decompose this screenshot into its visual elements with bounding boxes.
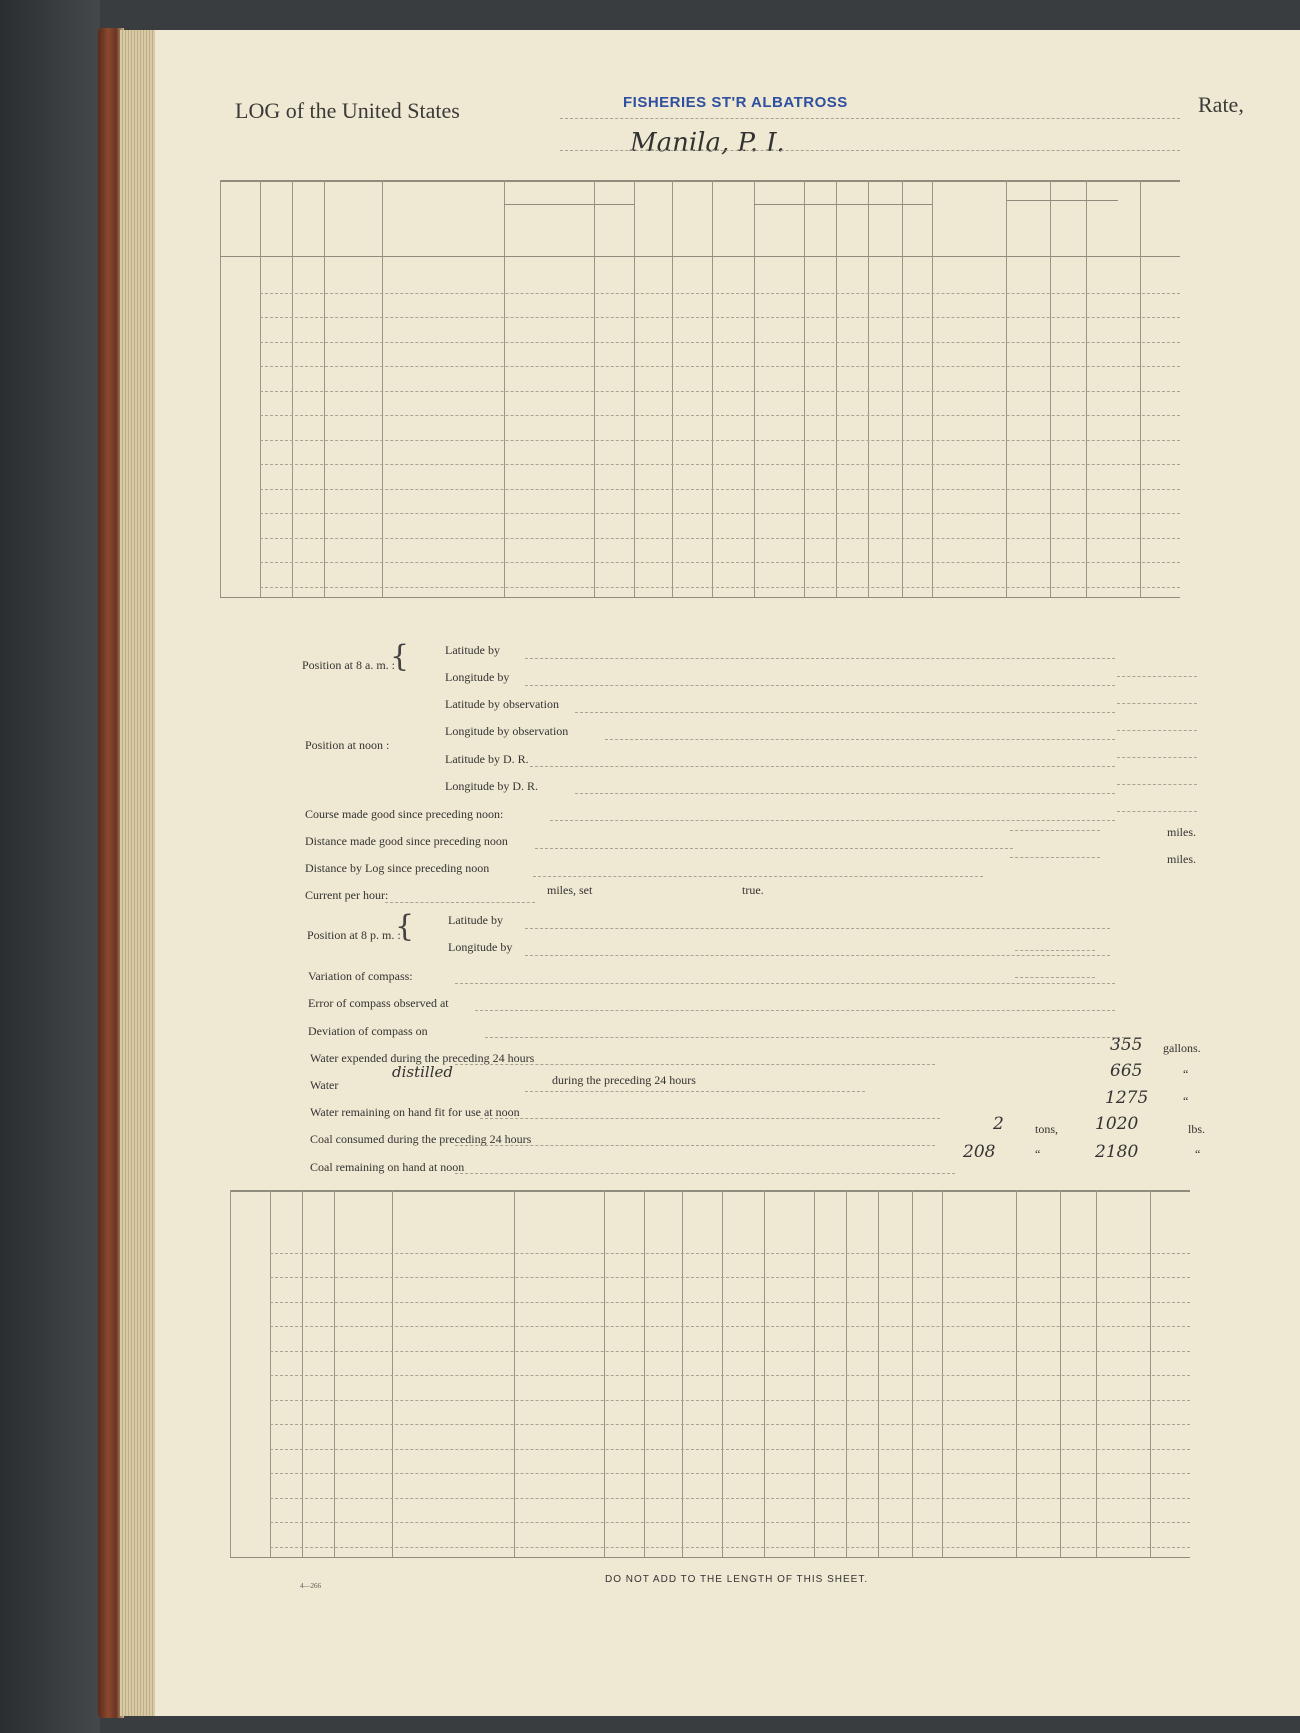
- position-noon-label: Position at noon :: [305, 738, 390, 752]
- column-divider: [1086, 180, 1087, 597]
- vessel-stamp: FISHERIES ST'R ALBATROSS: [623, 94, 848, 111]
- column-divider: [846, 1190, 847, 1557]
- row-rule: [260, 342, 1180, 343]
- column-divider: [604, 1190, 605, 1557]
- lat-by-8pm: Latitude by: [448, 913, 503, 927]
- row-rule: [270, 1473, 1190, 1474]
- distance-made-good: Distance made good since preceding noon: [305, 834, 508, 848]
- column-divider: [722, 1190, 723, 1557]
- location-rule: [560, 150, 1180, 151]
- background-left: [0, 0, 100, 1733]
- row-rule: [260, 415, 1180, 416]
- row-rule: [260, 293, 1180, 294]
- answer-rule: [1015, 950, 1095, 951]
- form-number: 4—266: [300, 1582, 321, 1590]
- column-divider: [1060, 1190, 1061, 1557]
- header-bottom-rule: [220, 256, 1180, 257]
- column-divider: [504, 180, 505, 597]
- row-rule: [260, 513, 1180, 514]
- column-divider: [1150, 1190, 1151, 1557]
- ditto-mark-4: “: [1195, 1147, 1201, 1161]
- column-divider: [324, 180, 325, 597]
- column-divider: [814, 1190, 815, 1557]
- leader-rule: [550, 820, 1115, 821]
- log-page: [155, 30, 1300, 1716]
- leader-rule: [525, 928, 1110, 929]
- coal-remaining-lbs: 2180: [1095, 1142, 1139, 1162]
- position-8pm-label: Position at 8 p. m. :: [307, 928, 401, 942]
- water-remaining-label: Water remaining on hand fit for use at noon: [310, 1105, 520, 1119]
- leader-rule: [455, 1173, 955, 1174]
- column-divider: [334, 1190, 335, 1557]
- water-distilled-value: 665: [1110, 1061, 1143, 1081]
- table-top-rule: [220, 180, 1180, 182]
- leader-rule: [485, 1037, 1125, 1038]
- ditto-mark-2: “: [1183, 1094, 1189, 1108]
- coal-remaining-tons: 208: [963, 1142, 996, 1162]
- row-rule: [270, 1253, 1190, 1254]
- coal-consumed-label: Coal consumed during the preceding 24 hours: [310, 1132, 532, 1146]
- clouds-group-rule: [1006, 200, 1118, 201]
- lon-obs: Longitude by observation: [445, 724, 569, 738]
- column-divider: [1050, 180, 1051, 597]
- row-rule: [270, 1400, 1190, 1401]
- leader-rule: [525, 658, 1115, 659]
- answer-rule: [1117, 703, 1197, 704]
- row-rule: [260, 440, 1180, 441]
- answer-rule: [1010, 857, 1100, 858]
- table-top-rule: [230, 1190, 1190, 1192]
- true-label: true.: [742, 883, 764, 897]
- lon-by-8am: Longitude by: [445, 670, 510, 684]
- column-divider: [260, 180, 261, 597]
- column-divider: [912, 1190, 913, 1557]
- lat-dr: Latitude by D. R.: [445, 752, 529, 766]
- row-rule: [260, 587, 1180, 588]
- leader-rule: [530, 766, 1115, 767]
- column-divider: [644, 1190, 645, 1557]
- column-divider: [302, 1190, 303, 1557]
- brace-8am: {: [390, 639, 410, 674]
- ditto-mark-3: “: [1035, 1147, 1041, 1161]
- column-divider: [682, 1190, 683, 1557]
- answer-rule: [1117, 784, 1197, 785]
- water-label: Water: [310, 1078, 339, 1092]
- leader-rule: [575, 793, 1115, 794]
- column-divider: [292, 180, 293, 597]
- answer-rule: [1010, 830, 1100, 831]
- log-title: LOG of the United States: [235, 98, 460, 123]
- answer-rule: [1117, 757, 1197, 758]
- row-rule: [260, 464, 1180, 465]
- column-divider: [230, 1190, 231, 1557]
- tons-label: tons,: [1035, 1122, 1059, 1136]
- row-rule: [260, 391, 1180, 392]
- row-rule: [270, 1522, 1190, 1523]
- water-remaining-value: 1275: [1105, 1088, 1149, 1108]
- answer-rule: [1117, 811, 1197, 812]
- page-edges: [120, 30, 160, 1716]
- row-rule: [270, 1547, 1190, 1548]
- deviation-compass: Deviation of compass on: [308, 1024, 428, 1038]
- leader-rule: [575, 712, 1115, 713]
- baro-temp-rule: [754, 204, 932, 205]
- column-divider: [634, 180, 635, 597]
- miles-set: miles, set: [547, 883, 593, 897]
- table-bottom-rule: [230, 1557, 1190, 1558]
- title-rule: [560, 118, 1180, 119]
- column-divider: [942, 1190, 943, 1557]
- column-divider: [1016, 1190, 1017, 1557]
- row-rule: [270, 1302, 1190, 1303]
- row-rule: [260, 562, 1180, 563]
- column-divider: [594, 180, 595, 597]
- column-divider: [932, 180, 933, 597]
- answer-rule: [1117, 676, 1197, 677]
- column-divider: [712, 180, 713, 597]
- lon-by-8pm: Longitude by: [448, 940, 513, 954]
- row-rule: [270, 1375, 1190, 1376]
- column-divider: [220, 180, 221, 597]
- coal-remaining-label: Coal remaining on hand at noon: [310, 1160, 465, 1174]
- length-notice: DO NOT ADD TO THE LENGTH OF THIS SHEET.: [605, 1574, 869, 1585]
- row-rule: [270, 1351, 1190, 1352]
- leader-rule: [525, 685, 1115, 686]
- water-expended-label: Water expended during the preceding 24 hours: [310, 1051, 535, 1065]
- water-expended-value: 355: [1110, 1035, 1143, 1055]
- gallons-label: gallons.: [1163, 1041, 1201, 1055]
- rate-label: Rate,: [1198, 92, 1244, 117]
- leader-rule: [475, 1010, 1115, 1011]
- row-rule: [270, 1498, 1190, 1499]
- row-rule: [260, 489, 1180, 490]
- column-divider: [1140, 180, 1141, 597]
- leader-rule: [533, 876, 983, 877]
- column-divider: [754, 180, 755, 597]
- leader-rule: [525, 1091, 865, 1092]
- miles-label-1: miles.: [1167, 825, 1196, 839]
- row-rule: [270, 1424, 1190, 1425]
- row-rule: [270, 1326, 1190, 1327]
- lon-dr: Longitude by D. R.: [445, 779, 538, 793]
- table-bottom-rule: [220, 597, 1180, 598]
- column-divider: [1096, 1190, 1097, 1557]
- leader-rule: [455, 983, 1115, 984]
- column-divider: [1006, 180, 1007, 597]
- row-rule: [270, 1277, 1190, 1278]
- variation-compass: Variation of compass:: [308, 969, 413, 983]
- lat-by-8am: Latitude by: [445, 643, 500, 657]
- miles-label-2: miles.: [1167, 852, 1196, 866]
- column-divider: [836, 180, 837, 597]
- column-divider: [764, 1190, 765, 1557]
- column-divider: [804, 180, 805, 597]
- column-divider: [902, 180, 903, 597]
- column-divider: [868, 180, 869, 597]
- wind-group-rule: [504, 204, 634, 205]
- current-per-hour: Current per hour:: [305, 888, 389, 902]
- coal-consumed-lbs: 1020: [1095, 1114, 1139, 1134]
- water-during-label: during the preceding 24 hours: [552, 1073, 696, 1087]
- lbs-label: lbs.: [1188, 1122, 1206, 1136]
- course-made-good: Course made good since preceding noon:: [305, 807, 504, 821]
- water-verb-handwritten: distilled: [392, 1063, 453, 1081]
- leader-rule: [535, 848, 1013, 849]
- row-rule: [260, 366, 1180, 367]
- leader-rule: [605, 739, 1115, 740]
- column-divider: [382, 180, 383, 597]
- column-divider: [878, 1190, 879, 1557]
- column-divider: [514, 1190, 515, 1557]
- column-divider: [392, 1190, 393, 1557]
- distance-by-log: Distance by Log since preceding noon: [305, 861, 490, 875]
- lat-obs: Latitude by observation: [445, 697, 559, 711]
- leader-rule: [525, 955, 1110, 956]
- leader-rule: [455, 1064, 935, 1065]
- answer-rule: [1015, 977, 1095, 978]
- coal-consumed-tons: 2: [993, 1114, 1004, 1134]
- leader-rule: [480, 1118, 940, 1119]
- position-8am-label: Position at 8 a. m. :: [302, 658, 395, 672]
- row-rule: [260, 538, 1180, 539]
- brace-8pm: {: [395, 909, 415, 944]
- answer-rule: [1117, 730, 1197, 731]
- row-rule: [260, 317, 1180, 318]
- ditto-mark-1: “: [1183, 1067, 1189, 1081]
- column-divider: [270, 1190, 271, 1557]
- error-compass: Error of compass observed at: [308, 996, 449, 1010]
- leader-rule: [385, 902, 535, 903]
- row-rule: [270, 1449, 1190, 1450]
- leader-rule: [455, 1145, 935, 1146]
- column-divider: [672, 180, 673, 597]
- location-handwritten: Manila, P. I.: [630, 128, 785, 158]
